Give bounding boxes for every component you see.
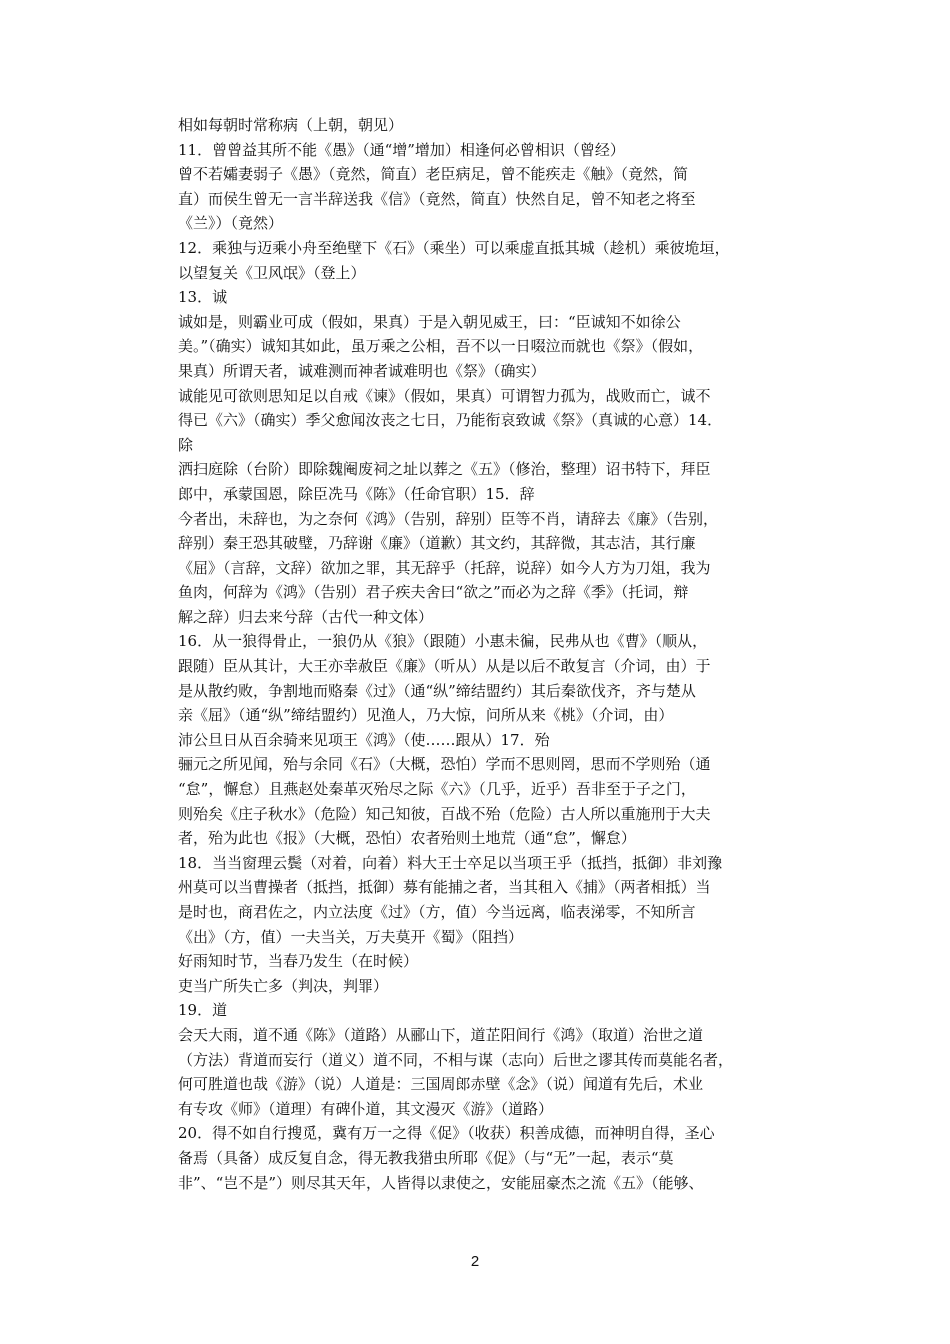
text-line: 果真）所谓天者，诚难测而神者诚难明也《祭》（确实） [178, 361, 546, 380]
body-text [178, 113, 828, 1195]
text-line: 鱼肉，何辞为《鸿》（告别）君子疾夫舍曰“欲之”而必为之辞《季》（托词，辩 [178, 583, 689, 602]
text-line: “怠”，懈怠）且燕赵处秦革灭殆尽之际《六》（几乎，近乎）吾非至于子之门， [178, 780, 696, 799]
text-line: 则殆矣《庄子秋水》（危险）知己知彼，百战不殆（危险）古人所以重施刑于大夫 [178, 804, 711, 823]
text-line: 以望复关《卫风氓》（登上） [178, 263, 366, 282]
text-line: 12．乘独与迈乘小舟至绝壁下《石》（乘坐）可以乘虚直抵其城（趁机）乘彼垝垣， [178, 238, 730, 257]
text-line: 除 [178, 435, 194, 454]
text-line: 亲《屈》（通“纵”缔结盟约）见渔人，乃大惊，问所从来《桃》（介词，由） [178, 706, 674, 725]
text-line: 《兰》）（竟然） [178, 214, 284, 233]
text-line: 13．诚 [178, 288, 228, 307]
text-line: 好雨知时节，当春乃发生（在时候） [178, 952, 419, 971]
text-line: 非”、“岂不是”）则尽其天年，人皆得以隶使之，安能屈豪杰之流《五》（能够、 [178, 1173, 704, 1192]
text-line: 是从散约败，争割地而赂秦《过》（通“纵”缔结盟约）其后秦欲伐齐，齐与楚从 [178, 681, 696, 700]
text-line: 会天大雨，道不通《陈》（道路）从郦山下，道芷阳间行《鸿》（取道）治世之道 [178, 1025, 704, 1044]
text-line: 何可胜道也哉《游》（说）人道是：三国周郎赤壁《念》（说）闻道有先后，术业 [178, 1075, 704, 1094]
text-line: 郎中，承蒙国恩，除臣冼马《陈》（任命官职）15．辞 [178, 484, 535, 503]
text-line: 吏当广所失亡多（判决，判罪） [178, 976, 389, 995]
text-line: 沛公旦日从百余骑来见项王《鸿》（使……跟从）17．殆 [178, 730, 550, 749]
text-line: 直）而侯生曾无一言半辞送我《信》（竟然，简直）快然自足，曾不知老之将至 [178, 189, 696, 208]
text-line: 20．得不如自行搜觅，冀有万一之得《促》（收获）积善成德，而神明自得，圣心 [178, 1124, 715, 1143]
text-line: 州莫可以当曹操者（抵挡，抵御）募有能捕之者，当其租入《捕》（两者相抵）当 [178, 878, 711, 897]
page-number: 2 [470, 1253, 480, 1270]
text-line: 相如每朝时常称病（上朝，朝见） [178, 116, 404, 134]
text-line: 18．当当窗理云鬓（对着，向着）料大王士卒足以当项王乎（抵挡，抵御）非刘豫 [178, 853, 723, 872]
text-line: 洒扫庭除（台阶）即除魏阉废祠之址以葬之《五》（修治，整理）诏书特下，拜臣 [178, 460, 711, 479]
text-line: （方法）背道而妄行（道义）道不同，不相与谋（志向）后世之谬其传而莫能名者， [178, 1050, 734, 1069]
text-line: 诚能见可欲则思知足以自戒《谏》（假如，果真）可谓智力孤为，战败而亡，诚不 [178, 386, 711, 405]
text-line: 11．曾曾益其所不能《愚》（通“增”增加）相逢何必曾相识（曾经） [178, 140, 625, 159]
text-line: 诚如是，则霸业可成（假如，果真）于是入朝见威王，曰：“臣诚知不如徐公 [178, 312, 681, 331]
text-line: 得已《六》（确实）季父愈闻汝丧之七日，乃能衔哀致诚《祭》（真诚的心意）14． [178, 411, 723, 430]
text-line: 备焉（具备）成反复自念，得无教我猎虫所耶《促》（与“无”一起，表示“莫 [178, 1148, 674, 1167]
text-line: 曾不若孀妻弱子《愚》（竟然，简直）老臣病足，曾不能疾走《触》（竟然，简 [178, 165, 689, 184]
text-line: 美。”（确实）诚知其如此，虽万乘之公相，吾不以一日啜泣而就也《祭》（假如， [178, 337, 704, 356]
text-line: 骊元之所见闻，殆与余同《石》（大概，恐怕）学而不思则罔，思而不学则殆（通 [178, 755, 711, 774]
text-line: 有专攻《师》（道理）有碑仆道，其文漫灭《游》（道路） [178, 1099, 554, 1118]
text-line: 解之辞）归去来兮辞（古代一种文体） [178, 607, 434, 626]
text-line: 《屈》（言辞，文辞）欲加之罪，其无辞乎（托辞，说辞）如今人方为刀俎，我为 [178, 558, 711, 577]
text-line: 者，殆为此也《报》（大概，恐怕）农者殆则土地荒（通“怠”，懈怠） [178, 829, 636, 848]
text-line: 今者出，未辞也，为之奈何《鸿》（告别，辞别）臣等不肖，请辞去《廉》（告别， [178, 509, 719, 528]
text-line: 辞别）秦王恐其破璧，乃辞谢《廉》（道歉）其文约，其辞微，其志洁，其行廉 [178, 534, 696, 553]
text-line: 19．道 [178, 1001, 228, 1020]
text-line: 跟随）臣从其计，大王亦幸赦臣《廉》（听从）从是以后不敢复言（介词，由）于 [178, 657, 711, 676]
text-line: 《出》（方，值）一夫当关，万夫莫开《蜀》（阻挡） [178, 927, 524, 946]
text-line: 16．从一狼得骨止，一狼仍从《狼》（跟随）小惠未徧，民弗从也《曹》（顺从， [178, 632, 708, 651]
text-line: 是时也，商君佐之，内立法度《过》（方，值）今当远离，临表涕零，不知所言 [178, 903, 696, 921]
